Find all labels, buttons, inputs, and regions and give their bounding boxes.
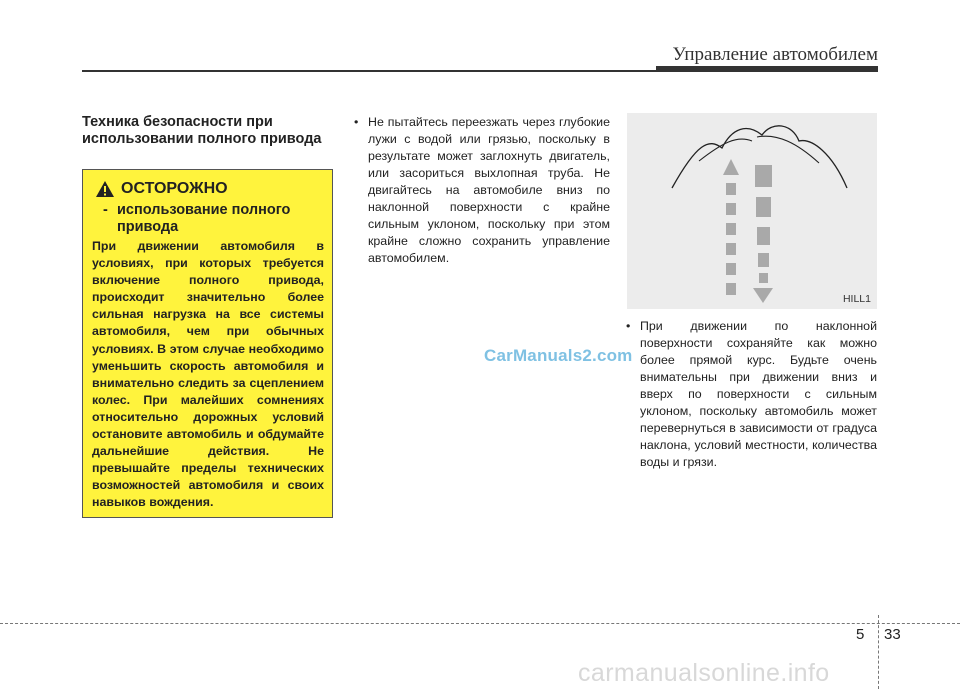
section-number: 5 <box>856 626 865 643</box>
warning-box <box>82 169 333 518</box>
warning-header <box>95 180 228 198</box>
bullet-item-2: • При движении по наклонной поверхности сохраняйте как можно более прямой курс. Будьте очень внимательны при движении вниз и вверх по поверхности с сильным уклоном, поскольку автомобиль может перевернуться в зависимости от градуса наклона, условий местности, количества воды и грязи. <box>626 319 877 469</box>
bullet-item-1: • Не пытайтесь переезжать через глубокие лужи с водой или грязью, поскольку в результате может заглохнуть двигатель, или засориться выхлопная труба. Не двигайтесь на автомобиле вниз по наклонной поверхности с крайне сильным уклоном, поскольку при этом крайне сложно сохранить управление автомобилем. <box>354 115 610 265</box>
figure-label: HILL1 <box>842 293 871 305</box>
bullet-text-1: Не пытайтесь переезжать через глубокие лужи с водой или грязью, поскольку в результате может заглохнуть двигатель, или засориться выхлопная труба. Не двигайтесь на автомобиле вниз по наклонной поверхности с крайне сильным уклоном, поскольку при этом крайне сложно сохранить управление автомобилем. <box>368 115 610 265</box>
warning-subtitle: - использование полного привода <box>103 202 291 235</box>
warning-title: ОСТОРОЖНО <box>121 180 228 197</box>
warning-triangle-icon <box>95 180 115 198</box>
page-number: 33 <box>884 626 901 643</box>
hill-illustration <box>627 113 877 309</box>
watermark-carmanualsonline[interactable]: carmanualsonline.info <box>578 659 830 687</box>
warning-body: При движении автомобиля в условиях, при которых требуется включение полного привода, происходит значительно более сильная нагрузка на все системы автомобиля, чем при обычных условиях. В этом случае необходимо уменьшить скорость автомобиля и внимательно следить за сцеплением колес. При малейших сомнениях относительно дорожных условий остановите автомобиль и обдумайте дальнейшие действия. Не превышайте пределы технических возможностей автомобиля и своих навыков вождения. <box>92 239 324 510</box>
header-rule-accent <box>656 66 878 72</box>
watermark-carmanuals2[interactable]: CarManuals2.com <box>484 346 633 365</box>
footer-rule <box>0 623 960 624</box>
bullet-text-2: При движении по наклонной поверхности сохраняйте как можно более прямой курс. Будьте очень внимательны при движении вниз и вверх по поверхности с сильным уклоном, поскольку автомобиль может перевернуться в зависимости от градуса наклона, условий местности, количества воды и грязи. <box>640 319 877 469</box>
section-title: Техника безопасности при использовании полного привода <box>82 114 322 147</box>
chapter-title: Управление автомобилем <box>672 44 878 65</box>
hill-slope-icon <box>627 113 877 309</box>
warning-subtitle-text: использование полного привода <box>117 202 291 235</box>
footer-divider <box>878 615 879 689</box>
